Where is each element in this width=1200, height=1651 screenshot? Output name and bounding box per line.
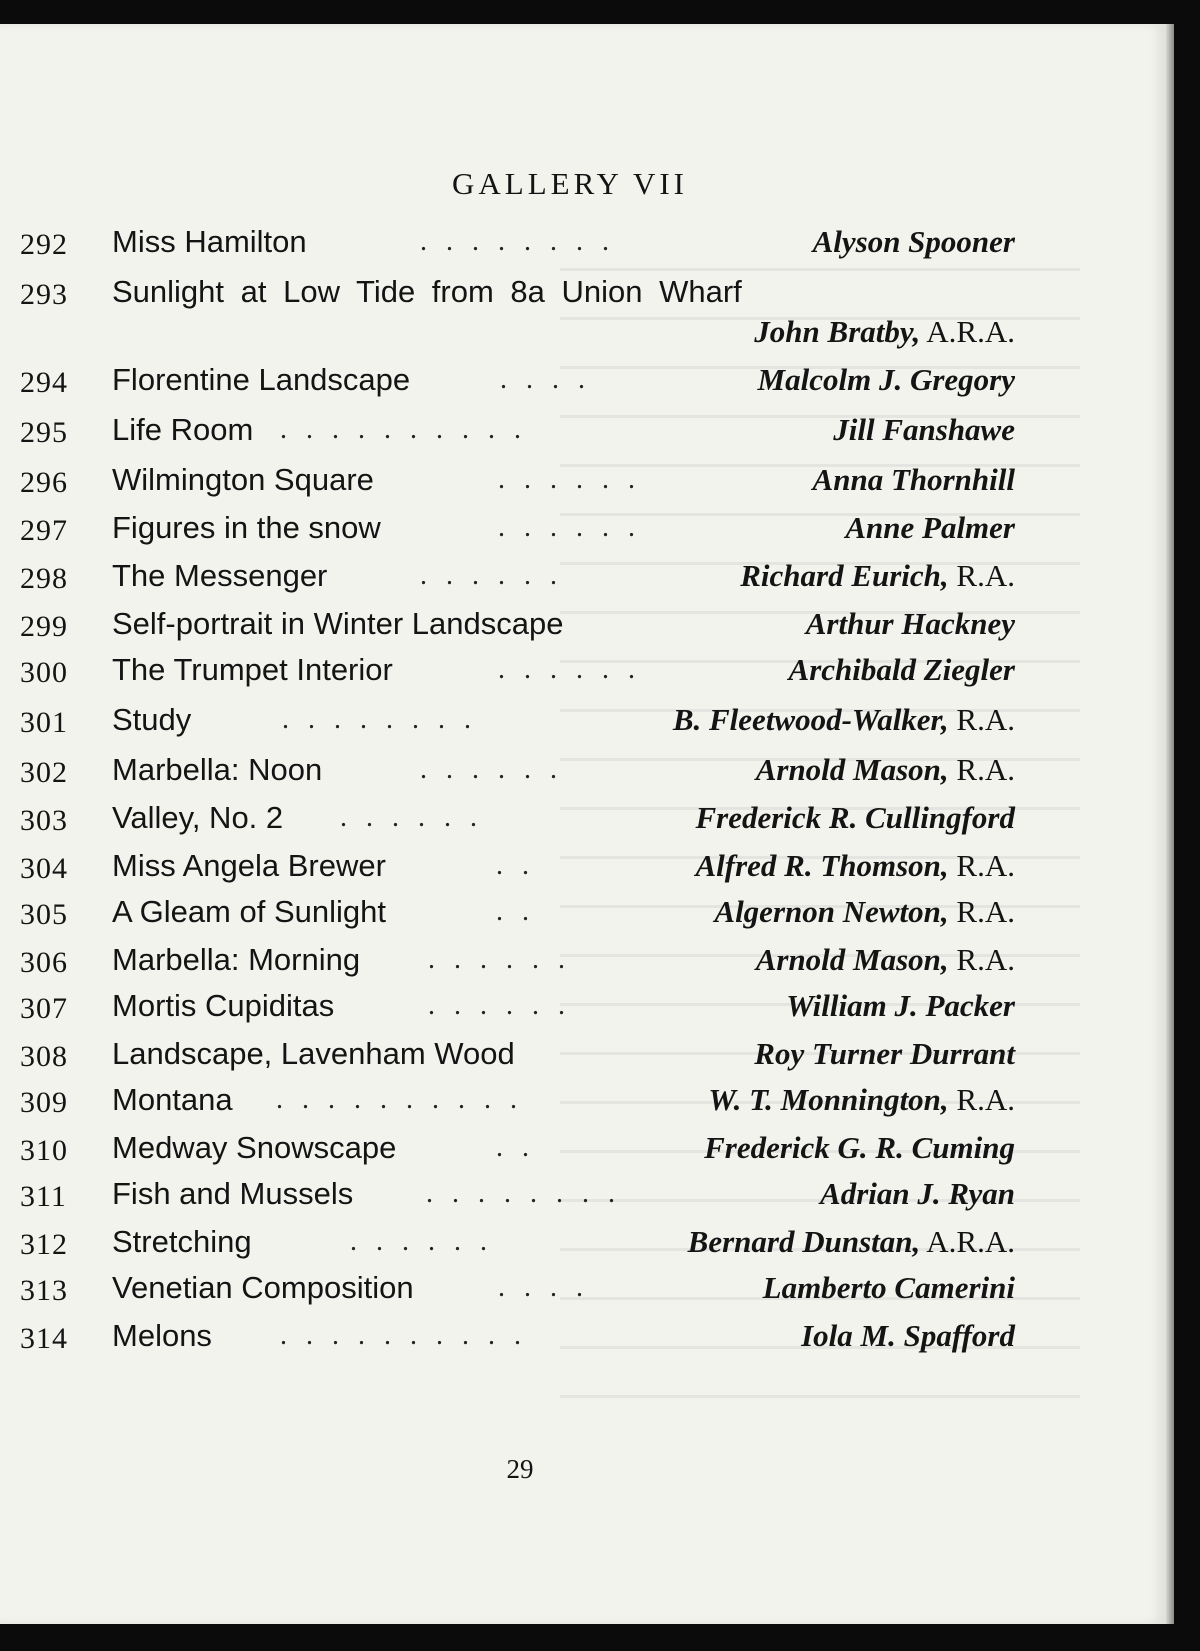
- entry-title: Valley, No. 2: [112, 800, 284, 835]
- entry-number: 314: [20, 1322, 68, 1355]
- artist-name: B. Fleetwood-Walker,: [672, 702, 949, 737]
- artist-honour: A.R.A.: [926, 314, 1015, 349]
- entry-title: The Messenger: [112, 558, 328, 593]
- entry-number: 297: [20, 514, 68, 547]
- entry-row: [0, 652, 1040, 704]
- entry-artist: [0, 314, 1015, 350]
- artist-name: Anna Thornhill: [812, 462, 1015, 497]
- page-number: 29: [506, 1454, 534, 1484]
- artist-honour: R.A.: [956, 702, 1015, 737]
- entry-number: 292: [20, 228, 68, 261]
- entry-title: Stretching: [112, 1224, 252, 1259]
- artist-name: Arnold Mason,: [755, 752, 949, 787]
- entry-number: 312: [20, 1228, 68, 1261]
- entry-title: Venetian Composition: [112, 1270, 414, 1305]
- entry-row: [0, 558, 1040, 610]
- entry-title: Medway Snowscape: [112, 1130, 397, 1165]
- entry-artist: [0, 510, 1015, 546]
- entry-artist: [0, 1082, 1015, 1118]
- entry-row: [0, 274, 1040, 349]
- entry-row: [0, 988, 1040, 1040]
- entry-artist: [0, 606, 1015, 642]
- gallery-heading: GALLERY VII: [451, 166, 688, 201]
- entry-artist: [0, 800, 1015, 836]
- artist-name: John Bratby,: [754, 314, 921, 349]
- entry-number: 308: [20, 1040, 68, 1073]
- artist-honour: R.A.: [956, 848, 1015, 883]
- page-edge: [1166, 24, 1174, 1624]
- entry-artist: [0, 1318, 1015, 1354]
- dot-leaders: . . . . . .: [498, 654, 641, 685]
- entry-number: 294: [20, 366, 68, 399]
- entry-row: [0, 752, 1040, 804]
- entry-number: 313: [20, 1274, 68, 1307]
- entry-row: [0, 894, 1040, 946]
- artist-name: W. T. Monnington,: [708, 1082, 949, 1117]
- entry-row: [0, 1224, 1040, 1276]
- entry-row: [0, 412, 1040, 464]
- entry-artist: [0, 362, 1015, 398]
- artist-name: Alfred R. Thomson,: [695, 848, 949, 883]
- entry-artist: [0, 1036, 1015, 1072]
- entry-title: Sunlight at Low Tide from 8a Union Wharf: [112, 274, 742, 309]
- entry-number: 293: [20, 278, 68, 311]
- entry-row: [0, 800, 1040, 852]
- dot-leaders: . . . . . .: [428, 990, 571, 1021]
- artist-name: Malcolm J. Gregory: [757, 362, 1015, 397]
- entry-number: 298: [20, 562, 68, 595]
- entry-number: 307: [20, 992, 68, 1025]
- artist-name: Arnold Mason,: [755, 942, 949, 977]
- entry-title: Self-portrait in Winter Landscape: [112, 606, 564, 641]
- dot-leaders: . . . . . .: [340, 802, 483, 833]
- artist-honour: R.A.: [956, 558, 1015, 593]
- entry-title: Melons: [112, 1318, 212, 1353]
- entry-row: [0, 362, 1040, 414]
- entry-number: 304: [20, 852, 68, 885]
- dot-leaders: . . . .: [500, 364, 591, 395]
- artist-name: Alyson Spooner: [812, 224, 1015, 259]
- entry-title: Mortis Cupiditas: [112, 988, 335, 1023]
- entry-title: Florentine Landscape: [112, 362, 411, 397]
- artist-honour: A.R.A.: [926, 1224, 1015, 1259]
- dot-leaders: . . . . . . . . . .: [280, 1320, 527, 1351]
- entry-number: 299: [20, 610, 68, 643]
- artist-name: William J. Packer: [786, 988, 1015, 1023]
- artist-name: Jill Fanshawe: [833, 412, 1015, 447]
- artist-name: Arthur Hackney: [805, 606, 1015, 641]
- entry-artist: [0, 848, 1015, 884]
- entry-row: [0, 1036, 1040, 1088]
- entry-row: [0, 848, 1040, 900]
- entry-row: [0, 702, 1040, 754]
- entry-number: 310: [20, 1134, 68, 1167]
- artist-honour: R.A.: [956, 942, 1015, 977]
- artist-name: Algernon Newton,: [714, 894, 949, 929]
- dot-leaders: . . . . . .: [498, 512, 641, 543]
- entry-row: [0, 224, 1040, 276]
- artist-name: Lamberto Camerini: [762, 1270, 1015, 1305]
- artist-name: Adrian J. Ryan: [820, 1176, 1015, 1211]
- entry-artist: [0, 558, 1015, 594]
- entry-artist: [0, 942, 1015, 978]
- entry-artist: [0, 1130, 1015, 1166]
- dot-leaders: . . . . . . . . . .: [280, 414, 527, 445]
- entry-title: Montana: [112, 1082, 233, 1117]
- entry-row: [0, 606, 1040, 658]
- dot-leaders: . . . . . . . .: [420, 226, 615, 257]
- entry-row: [0, 942, 1040, 994]
- entry-title: Figures in the snow: [112, 510, 381, 545]
- entry-title: Life Room: [112, 412, 254, 447]
- entry-title: Marbella: Noon: [112, 752, 323, 787]
- artist-name: Iola M. Spafford: [801, 1318, 1015, 1353]
- artist-name: Archibald Ziegler: [788, 652, 1015, 687]
- entry-artist: [0, 1270, 1015, 1306]
- dot-leaders: . . . . . .: [428, 944, 571, 975]
- dot-leaders: . . . . . . . .: [282, 704, 477, 735]
- entry-title: Wilmington Square: [112, 462, 374, 497]
- entry-title: Fish and Mussels: [112, 1176, 354, 1211]
- entry-row: [0, 1130, 1040, 1182]
- entry-artist: [0, 702, 1015, 738]
- artist-honour: R.A.: [956, 894, 1015, 929]
- entry-artist: [0, 1176, 1015, 1212]
- entry-number: 305: [20, 898, 68, 931]
- entry-number: 300: [20, 656, 68, 689]
- artist-name: Frederick G. R. Cuming: [704, 1130, 1015, 1165]
- dot-leaders: . .: [496, 1132, 535, 1163]
- artist-name: Roy Turner Durrant: [754, 1036, 1015, 1071]
- dot-leaders: . . . . . . . .: [426, 1178, 621, 1209]
- catalogue-page: [0, 24, 1166, 1624]
- dot-leaders: . . . . . .: [420, 754, 563, 785]
- entry-artist: [0, 894, 1015, 930]
- entry-number: 301: [20, 706, 68, 739]
- artist-name: Bernard Dunstan,: [687, 1224, 921, 1259]
- entry-row: [0, 510, 1040, 562]
- entry-title: Miss Angela Brewer: [112, 848, 386, 883]
- entry-number: 302: [20, 756, 68, 789]
- entry-title: Study: [112, 702, 192, 737]
- entry-row: [0, 1082, 1040, 1134]
- entry-row: [0, 462, 1040, 514]
- entry-title: Marbella: Morning: [112, 942, 361, 977]
- entry-artist: [0, 652, 1015, 688]
- entry-number: 311: [20, 1180, 67, 1213]
- dot-leaders: . . . . . .: [498, 464, 641, 495]
- entry-number: 309: [20, 1086, 68, 1119]
- entry-title: Miss Hamilton: [112, 224, 307, 259]
- entry-title: The Trumpet Interior: [112, 652, 393, 687]
- entry-artist: [0, 752, 1015, 788]
- entry-artist: [0, 462, 1015, 498]
- artist-honour: R.A.: [956, 1082, 1015, 1117]
- artist-name: Frederick R. Cullingford: [695, 800, 1015, 835]
- dot-leaders: . .: [496, 850, 535, 881]
- entry-title: A Gleam of Sunlight: [112, 894, 386, 929]
- entry-number: 295: [20, 416, 68, 449]
- entry-artist: [0, 988, 1015, 1024]
- entry-row: [0, 1318, 1040, 1370]
- entry-artist: [0, 224, 1015, 260]
- entry-title: Landscape, Lavenham Wood: [112, 1036, 515, 1071]
- artist-name: Richard Eurich,: [740, 558, 949, 593]
- entry-row: [0, 1176, 1040, 1228]
- entry-row: [0, 1270, 1040, 1322]
- entry-number: 306: [20, 946, 68, 979]
- artist-honour: R.A.: [956, 752, 1015, 787]
- artist-name: Anne Palmer: [845, 510, 1015, 545]
- dot-leaders: . . . . . .: [420, 560, 563, 591]
- entry-artist: [0, 412, 1015, 448]
- dot-leaders: . . . . . .: [350, 1226, 493, 1257]
- entry-number: 303: [20, 804, 68, 837]
- dot-leaders: . . . . . . . . . .: [276, 1084, 523, 1115]
- dot-leaders: . . . .: [498, 1272, 589, 1303]
- entry-number: 296: [20, 466, 68, 499]
- dot-leaders: . .: [496, 896, 535, 927]
- entry-artist: [0, 1224, 1015, 1260]
